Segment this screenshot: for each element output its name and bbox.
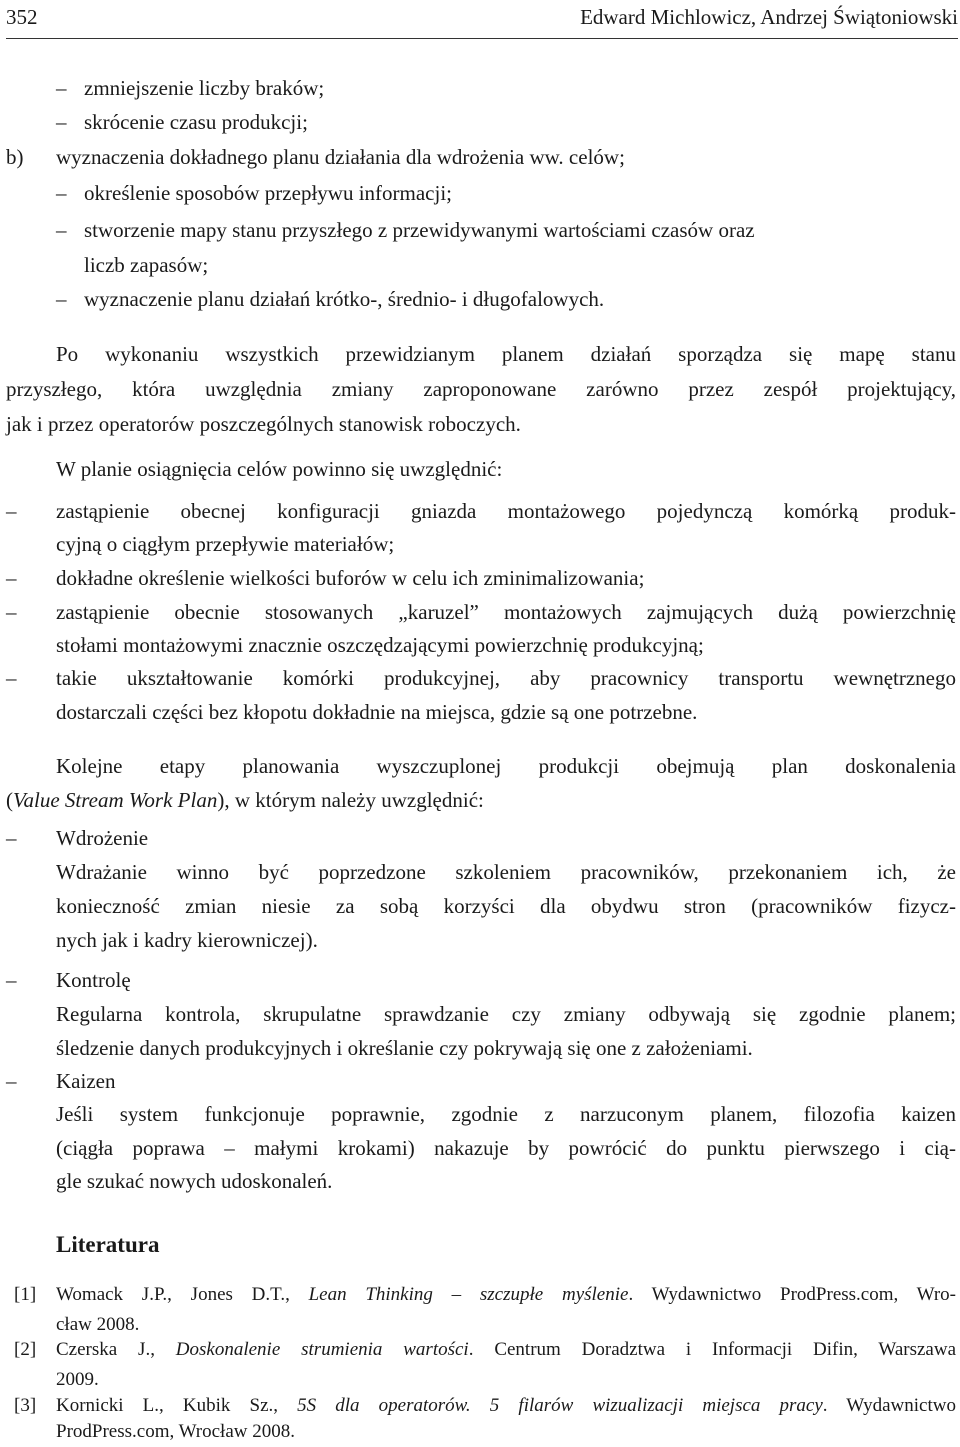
list-item-text: określenie sposobów przepływu informacji; [84, 181, 452, 205]
list-item-text: dokładne określenie wielkości buforów w celu ich zminimalizowania; [56, 566, 645, 590]
reference-author: Kornicki L., Kubik Sz., [56, 1395, 298, 1416]
dash-bullet: – [6, 499, 17, 523]
reference-line: cław 2008. [56, 1314, 140, 1335]
list-item-text: dostarczali części bez kłopotu dokładnie na miejsca, gdzie są one potrzebne. [56, 700, 698, 724]
stage-text: Regularna kontrola, skrupulatne sprawdzanie czy zmiany odbywają się zgodnie planem; [56, 1002, 956, 1026]
reference-title: 5S dla operatorów. 5 filarów wizualizacji miejsca pracy [297, 1395, 823, 1416]
reference-publisher: . Wydawnictwo [822, 1395, 956, 1416]
dash-bullet: – [56, 76, 67, 100]
stage-title: Wdrożenie [56, 826, 149, 850]
header-rule [6, 38, 958, 39]
dash-bullet: – [6, 666, 17, 690]
reference-label: [2] [14, 1339, 37, 1360]
list-item-text: zastąpienie obecnej konfiguracji gniazda montażowego pojedynczą komórką produk- [56, 499, 956, 523]
reference-publisher: . Wydawnictwo ProdPress.com, Wro- [628, 1284, 956, 1305]
dash-bullet: – [56, 218, 67, 242]
dash-bullet: – [6, 1069, 17, 1093]
list-item-text: takie ukształtowanie komórki produkcyjnej, aby pracownicy transportu wewnętrznego [56, 666, 956, 690]
list-item-text: liczb zapasów; [84, 253, 209, 277]
reference-line [56, 1335, 956, 1365]
reference-line: 2009. [56, 1369, 99, 1390]
stage-text: gle szukać nowych udoskonaleń. [56, 1169, 333, 1193]
reference-author: Womack J.P., Jones D.T., [56, 1284, 309, 1305]
reference-author: Czerska J., [56, 1339, 176, 1360]
dash-bullet: – [56, 181, 67, 205]
paragraph-line: Po wykonaniu wszystkich przewidzianym planem działań sporządza się mapę stanu [56, 342, 956, 366]
paragraph-line [6, 783, 956, 817]
stage-text: Jeśli system funkcjonuje poprawnie, zgodnie z narzuconym planem, filozofia kaizen [56, 1102, 956, 1126]
list-item-text: zastąpienie obecnie stosowanych „karuzel” montażowych zajmujących dużą powierzchnię [56, 600, 956, 624]
stage-text: nych jak i kadry kierowniczej). [56, 928, 318, 952]
page-number: 352 [6, 5, 38, 29]
list-item-text: wyznaczenia dokładnego planu działania dla wdrożenia ww. celów; [56, 145, 625, 169]
section-heading: Literatura [56, 1232, 160, 1257]
list-item-text: skrócenie czasu produkcji; [84, 110, 308, 134]
reference-publisher: . Centrum Doradztwa i Informacji Difin, Warszawa [468, 1339, 956, 1360]
stage-title: Kaizen [56, 1069, 116, 1093]
list-label: b) [6, 145, 24, 169]
reference-label: [3] [14, 1395, 37, 1416]
paragraph-line: jak i przez operatorów poszczególnych stanowisk roboczych. [6, 412, 521, 436]
stage-title: Kontrolę [56, 968, 131, 992]
reference-item [14, 1280, 956, 1340]
stage-text: Wdrażanie winno być poprzedzone szkoleniem pracowników, przekonaniem ich, że [56, 860, 956, 884]
paragraph-line: Kolejne etapy planowania wyszczuplonej produkcji obejmują plan doskonalenia [56, 754, 956, 778]
list-item-text: wyznaczenie planu działań krótko-, średnio- i długofalowych. [84, 287, 605, 311]
dash-bullet: – [56, 110, 67, 134]
dash-bullet: – [6, 600, 17, 624]
paragraph-text: ), w którym należy uwzględnić: [217, 788, 484, 812]
paragraph-line: przyszłego, która uwzględnia zmiany zaproponowane zarówno przez zespół projektujący, [6, 377, 956, 401]
running-header [6, 4, 958, 34]
stage-text: (ciągła poprawa – małymi krokami) nakazuje by powrócić do punktu pierwszego i cią- [56, 1136, 956, 1160]
dash-bullet: – [56, 287, 67, 311]
reference-item [14, 1335, 956, 1395]
stage-text: śledzenie danych produkcyjnych i określanie czy pokrywają się one z założeniami. [56, 1036, 753, 1060]
paragraph-intro: W planie osiągnięcia celów powinno się uwzględnić: [56, 457, 503, 481]
reference-title: Doskonalenie strumienia wartości [175, 1339, 469, 1360]
paren-open: ( [6, 788, 13, 812]
italic-term: Value Stream Work Plan [13, 788, 218, 812]
reference-item [14, 1391, 956, 1447]
dash-bullet: – [6, 566, 17, 590]
header-authors: Edward Michlowicz, Andrzej Świątoniowski [580, 5, 958, 29]
reference-label: [1] [14, 1284, 37, 1305]
dash-bullet: – [6, 968, 17, 992]
reference-title: Lean Thinking – szczupłe myślenie [308, 1284, 629, 1305]
reference-line [56, 1280, 956, 1310]
list-item-text: zmniejszenie liczby braków; [84, 76, 325, 100]
list-item-text: stołami montażowymi znacznie oszczędzającymi powierzchnię produkcyjną; [56, 633, 704, 657]
list-item-text: cyjną o ciągłym przepływie materiałów; [56, 532, 395, 556]
stage-text: konieczność zmian niesie za sobą korzyści dla obydwu stron (pracowników fizycz- [56, 894, 956, 918]
reference-line: ProdPress.com, Wrocław 2008. [56, 1421, 295, 1442]
list-item-text: stworzenie mapy stanu przyszłego z przewidywanymi wartościami czasów oraz [84, 218, 755, 242]
dash-bullet: – [6, 826, 17, 850]
